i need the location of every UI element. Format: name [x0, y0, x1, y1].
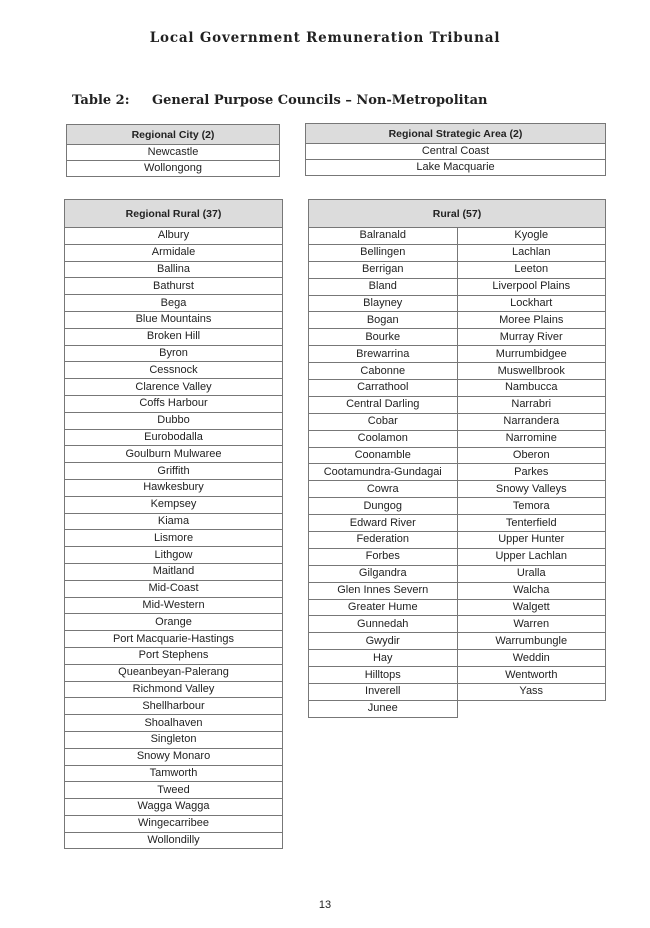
table-row [65, 530, 283, 547]
council-cell: Maitland [65, 563, 283, 580]
council-cell: Eurobodalla [65, 429, 283, 446]
table-row [65, 395, 283, 412]
council-cell: Cabonne [309, 363, 458, 380]
table-row [309, 633, 606, 650]
table-row [65, 412, 283, 429]
council-cell: Clarence Valley [65, 379, 283, 396]
table-row [65, 261, 283, 278]
council-cell: Glen Innes Severn [309, 582, 458, 599]
council-cell: Edward River [309, 515, 458, 532]
council-cell: Lachlan [457, 244, 606, 261]
table-row [65, 479, 283, 496]
table-row [309, 430, 606, 447]
regional-city-table [66, 124, 280, 177]
table-row [65, 580, 283, 597]
table-row [65, 513, 283, 530]
council-cell: Oberon [457, 447, 606, 464]
council-cell: Broken Hill [65, 328, 283, 345]
table-row [309, 346, 606, 363]
rural-table [308, 199, 606, 718]
council-cell: Byron [65, 345, 283, 362]
table-row [309, 565, 606, 582]
council-cell: Warrumbungle [457, 633, 606, 650]
council-cell: Central Coast [306, 144, 606, 160]
council-cell: Muswellbrook [457, 363, 606, 380]
table-row [306, 144, 606, 160]
council-cell: Walcha [457, 582, 606, 599]
regional-strategic-header: Regional Strategic Area (2) [306, 124, 606, 144]
regional-city-header: Regional City (2) [67, 125, 280, 145]
council-cell: Coolamon [309, 430, 458, 447]
table-row [65, 832, 283, 849]
council-cell: Lismore [65, 530, 283, 547]
table-row [65, 815, 283, 832]
council-cell: Junee [309, 700, 458, 717]
table-row [65, 614, 283, 631]
table-row [65, 345, 283, 362]
council-cell: Tamworth [65, 765, 283, 782]
table-row [309, 329, 606, 346]
council-cell: Armidale [65, 244, 283, 261]
council-cell: Lithgow [65, 547, 283, 564]
council-cell: Albury [65, 228, 283, 245]
council-cell: Wingecarribee [65, 815, 283, 832]
council-cell: Hawkesbury [65, 479, 283, 496]
page-header-title: Local Government Remuneration Tribunal [149, 30, 501, 46]
council-cell: Walgett [457, 599, 606, 616]
table-number: Table 2: [72, 93, 130, 108]
council-cell: Hilltops [309, 667, 458, 684]
council-cell: Balranald [309, 228, 458, 245]
table-row [65, 715, 283, 732]
council-cell: Gilgandra [309, 565, 458, 582]
council-cell: Snowy Monaro [65, 748, 283, 765]
council-cell: Tweed [65, 782, 283, 799]
table-row [309, 380, 606, 397]
council-cell: Narrabri [457, 396, 606, 413]
table-row [65, 463, 283, 480]
council-cell: Central Darling [309, 396, 458, 413]
council-cell: Inverell [309, 684, 458, 701]
table-row [65, 244, 283, 261]
council-cell: Dubbo [65, 412, 283, 429]
table-row [309, 599, 606, 616]
council-cell: Warren [457, 616, 606, 633]
council-cell: Dungog [309, 498, 458, 515]
empty-cell [457, 700, 606, 717]
table-row [309, 650, 606, 667]
council-cell: Bega [65, 295, 283, 312]
council-cell: Singleton [65, 731, 283, 748]
council-cell: Richmond Valley [65, 681, 283, 698]
council-cell: Greater Hume [309, 599, 458, 616]
table-row [67, 161, 280, 177]
council-cell: Newcastle [67, 145, 280, 161]
table-row [309, 481, 606, 498]
council-cell: Gunnedah [309, 616, 458, 633]
council-cell: Tenterfield [457, 515, 606, 532]
council-cell: Wollondilly [65, 832, 283, 849]
table-row [65, 698, 283, 715]
table-row [65, 295, 283, 312]
table-row [309, 244, 606, 261]
regional-rural-body [65, 228, 283, 849]
table-row [309, 464, 606, 481]
table-title: General Purpose Councils – Non-Metropolitan [152, 93, 488, 108]
council-cell: Murrumbidgee [457, 346, 606, 363]
table-row [309, 278, 606, 295]
council-cell: Kyogle [457, 228, 606, 245]
council-cell: Gwydir [309, 633, 458, 650]
table-row [309, 582, 606, 599]
table-row [65, 647, 283, 664]
council-cell: Narromine [457, 430, 606, 447]
table-row [65, 782, 283, 799]
table-row [309, 261, 606, 278]
table-row [309, 228, 606, 245]
council-cell: Port Macquarie-Hastings [65, 631, 283, 648]
council-cell: Temora [457, 498, 606, 515]
table-row [65, 311, 283, 328]
council-cell: Murray River [457, 329, 606, 346]
council-cell: Cobar [309, 413, 458, 430]
council-cell: Bourke [309, 329, 458, 346]
council-cell: Shellharbour [65, 698, 283, 715]
council-cell: Orange [65, 614, 283, 631]
council-cell: Cowra [309, 481, 458, 498]
table-row [309, 396, 606, 413]
table-row [65, 597, 283, 614]
council-cell: Forbes [309, 548, 458, 565]
table-row [309, 616, 606, 633]
table-row [309, 700, 606, 717]
council-cell: Upper Hunter [457, 532, 606, 549]
table-row [309, 684, 606, 701]
table-row [309, 295, 606, 312]
council-cell: Lockhart [457, 295, 606, 312]
council-cell: Goulburn Mulwaree [65, 446, 283, 463]
table-row [309, 413, 606, 430]
council-cell: Hay [309, 650, 458, 667]
council-cell: Coffs Harbour [65, 395, 283, 412]
table-row [309, 532, 606, 549]
table-row [309, 515, 606, 532]
table-row [67, 145, 280, 161]
table-row [309, 312, 606, 329]
council-cell: Shoalhaven [65, 715, 283, 732]
council-cell: Blue Mountains [65, 311, 283, 328]
council-cell: Yass [457, 684, 606, 701]
council-cell: Mid-Western [65, 597, 283, 614]
council-cell: Parkes [457, 464, 606, 481]
table-row [309, 447, 606, 464]
table-row [65, 631, 283, 648]
table-row [306, 160, 606, 176]
table-row [65, 496, 283, 513]
council-cell: Mid-Coast [65, 580, 283, 597]
regional-strategic-table [305, 123, 606, 176]
table-row [65, 681, 283, 698]
council-cell: Narrandera [457, 413, 606, 430]
council-cell: Cootamundra-Gundagai [309, 464, 458, 481]
council-cell: Griffith [65, 463, 283, 480]
table-row [65, 664, 283, 681]
table-heading [72, 93, 487, 108]
council-cell: Kempsey [65, 496, 283, 513]
council-cell: Coonamble [309, 447, 458, 464]
page-number: 13 [318, 899, 332, 911]
council-cell: Queanbeyan-Palerang [65, 664, 283, 681]
table-row [65, 799, 283, 816]
table-row [65, 765, 283, 782]
table-row [309, 498, 606, 515]
council-cell: Leeton [457, 261, 606, 278]
regional-city-body [67, 145, 280, 177]
council-cell: Snowy Valleys [457, 481, 606, 498]
council-cell: Port Stephens [65, 647, 283, 664]
council-cell: Blayney [309, 295, 458, 312]
table-row [65, 563, 283, 580]
table-row [309, 667, 606, 684]
council-cell: Brewarrina [309, 346, 458, 363]
council-cell: Wagga Wagga [65, 799, 283, 816]
table-row [65, 328, 283, 345]
council-cell: Ballina [65, 261, 283, 278]
council-cell: Cessnock [65, 362, 283, 379]
council-cell: Uralla [457, 565, 606, 582]
table-row [65, 748, 283, 765]
table-row [65, 446, 283, 463]
regional-rural-header: Regional Rural (37) [65, 200, 283, 228]
table-row [309, 548, 606, 565]
council-cell: Weddin [457, 650, 606, 667]
rural-body [309, 228, 606, 718]
regional-rural-table [64, 199, 283, 849]
table-row [65, 547, 283, 564]
table-row [65, 731, 283, 748]
council-cell: Bellingen [309, 244, 458, 261]
council-cell: Bogan [309, 312, 458, 329]
table-row [65, 228, 283, 245]
council-cell: Lake Macquarie [306, 160, 606, 176]
council-cell: Federation [309, 532, 458, 549]
council-cell: Bland [309, 278, 458, 295]
council-cell: Wentworth [457, 667, 606, 684]
council-cell: Kiama [65, 513, 283, 530]
rural-header: Rural (57) [309, 200, 606, 228]
table-row [309, 363, 606, 380]
council-cell: Nambucca [457, 380, 606, 397]
council-cell: Berrigan [309, 261, 458, 278]
council-cell: Moree Plains [457, 312, 606, 329]
council-cell: Upper Lachlan [457, 548, 606, 565]
table-row [65, 278, 283, 295]
table-row [65, 362, 283, 379]
council-cell: Carrathool [309, 380, 458, 397]
table-row [65, 379, 283, 396]
council-cell: Liverpool Plains [457, 278, 606, 295]
council-cell: Bathurst [65, 278, 283, 295]
regional-strategic-body [306, 144, 606, 176]
table-row [65, 429, 283, 446]
council-cell: Wollongong [67, 161, 280, 177]
